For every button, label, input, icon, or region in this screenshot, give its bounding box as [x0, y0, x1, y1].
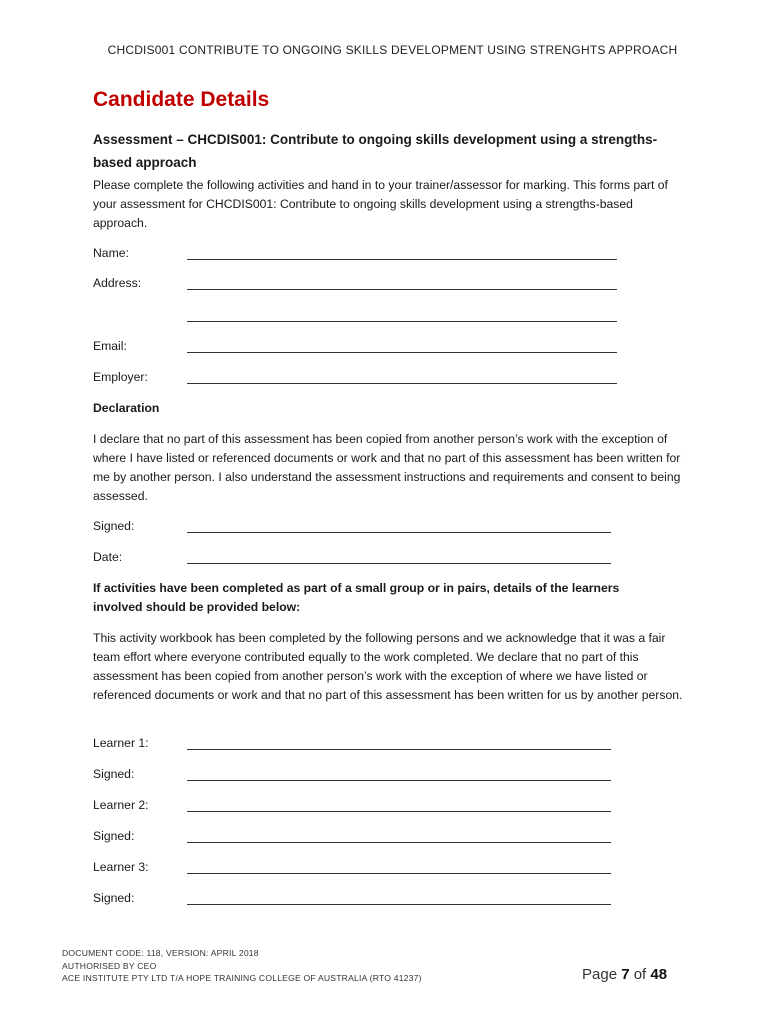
document-footer [62, 947, 422, 985]
date-line[interactable] [187, 563, 611, 564]
page-prefix: Page [582, 966, 622, 983]
footer-institute: ACE INSTITUTE PTY LTD T/A HOPE TRAINING COLLEGE OF AUSTRALIA (RTO 41237) [62, 973, 422, 983]
employer-label: Employer: [93, 370, 148, 384]
assessment-subtitle: Assessment – CHCDIS001: Contribute to ongoing skills development using a strengths-based approach [93, 132, 658, 170]
employer-line[interactable] [187, 383, 617, 384]
page-total: 48 [650, 966, 668, 983]
learner-2-label: Learner 2: [93, 798, 149, 812]
name-label: Name: [93, 246, 129, 260]
address-line-2[interactable] [187, 321, 617, 322]
declaration-heading: Declaration [93, 401, 160, 415]
intro-paragraph: Please complete the following activities and hand in to your trainer/assessor for marking. This forms part of your assessment for CHCDIS001: Contribute to ongoing skills development using a strengths-based approach. [93, 178, 668, 230]
learner-3-signed-label: Signed: [93, 891, 135, 905]
page-of: of [629, 966, 651, 983]
signed-label: Signed: [93, 519, 135, 533]
learner-1-label: Learner 1: [93, 736, 149, 750]
learner-2-line[interactable] [187, 811, 611, 812]
learner-1-signed-line[interactable] [187, 780, 611, 781]
page-current: 7 [621, 966, 630, 983]
date-label: Date: [93, 550, 123, 564]
learner-3-line[interactable] [187, 873, 611, 874]
learner-1-line[interactable] [187, 749, 611, 750]
page-header: CHCDIS001 CONTRIBUTE TO ONGOING SKILLS DEVELOPMENT USING STRENGHTS APPROACH [107, 43, 678, 57]
declaration-text: I declare that no part of this assessment has been copied from another person’s work with the exception of where I have listed or referenced documents or work and that no part of this assessment has been written for me by another person. I also understand the assessment instructions and requirements and consent to being assessed. [93, 432, 681, 503]
learner-2-signed-line[interactable] [187, 842, 611, 843]
learner-2-signed-label: Signed: [93, 829, 135, 843]
learner-3-label: Learner 3: [93, 860, 149, 874]
group-text: This activity workbook has been completed by the following persons and we acknowledge that it was a fair team effort where everyone contributed equally to the work completed. We declare that no part of this assessment has been copied from another person’s work with the exception of where we have listed or referenced documents or work and that no part of this assessment has been written for us by another person. [93, 631, 683, 702]
email-label: Email: [93, 339, 127, 353]
page-title: Candidate Details [93, 88, 270, 111]
address-label: Address: [93, 276, 142, 290]
email-line[interactable] [187, 352, 617, 353]
learner-3-signed-line[interactable] [187, 904, 611, 905]
footer-authorised: AUTHORISED BY CEO [62, 960, 157, 971]
footer-doc-code: DOCUMENT CODE: 118, VERSION: APRIL 2018 [62, 948, 259, 958]
signed-line[interactable] [187, 532, 611, 533]
group-heading: If activities have been completed as part of a small group or in pairs, details of the learners involved should be provided below: [93, 581, 620, 614]
name-line[interactable] [187, 259, 617, 260]
page-number [582, 966, 667, 983]
learner-1-signed-label: Signed: [93, 767, 135, 781]
address-line-1[interactable] [187, 289, 617, 290]
